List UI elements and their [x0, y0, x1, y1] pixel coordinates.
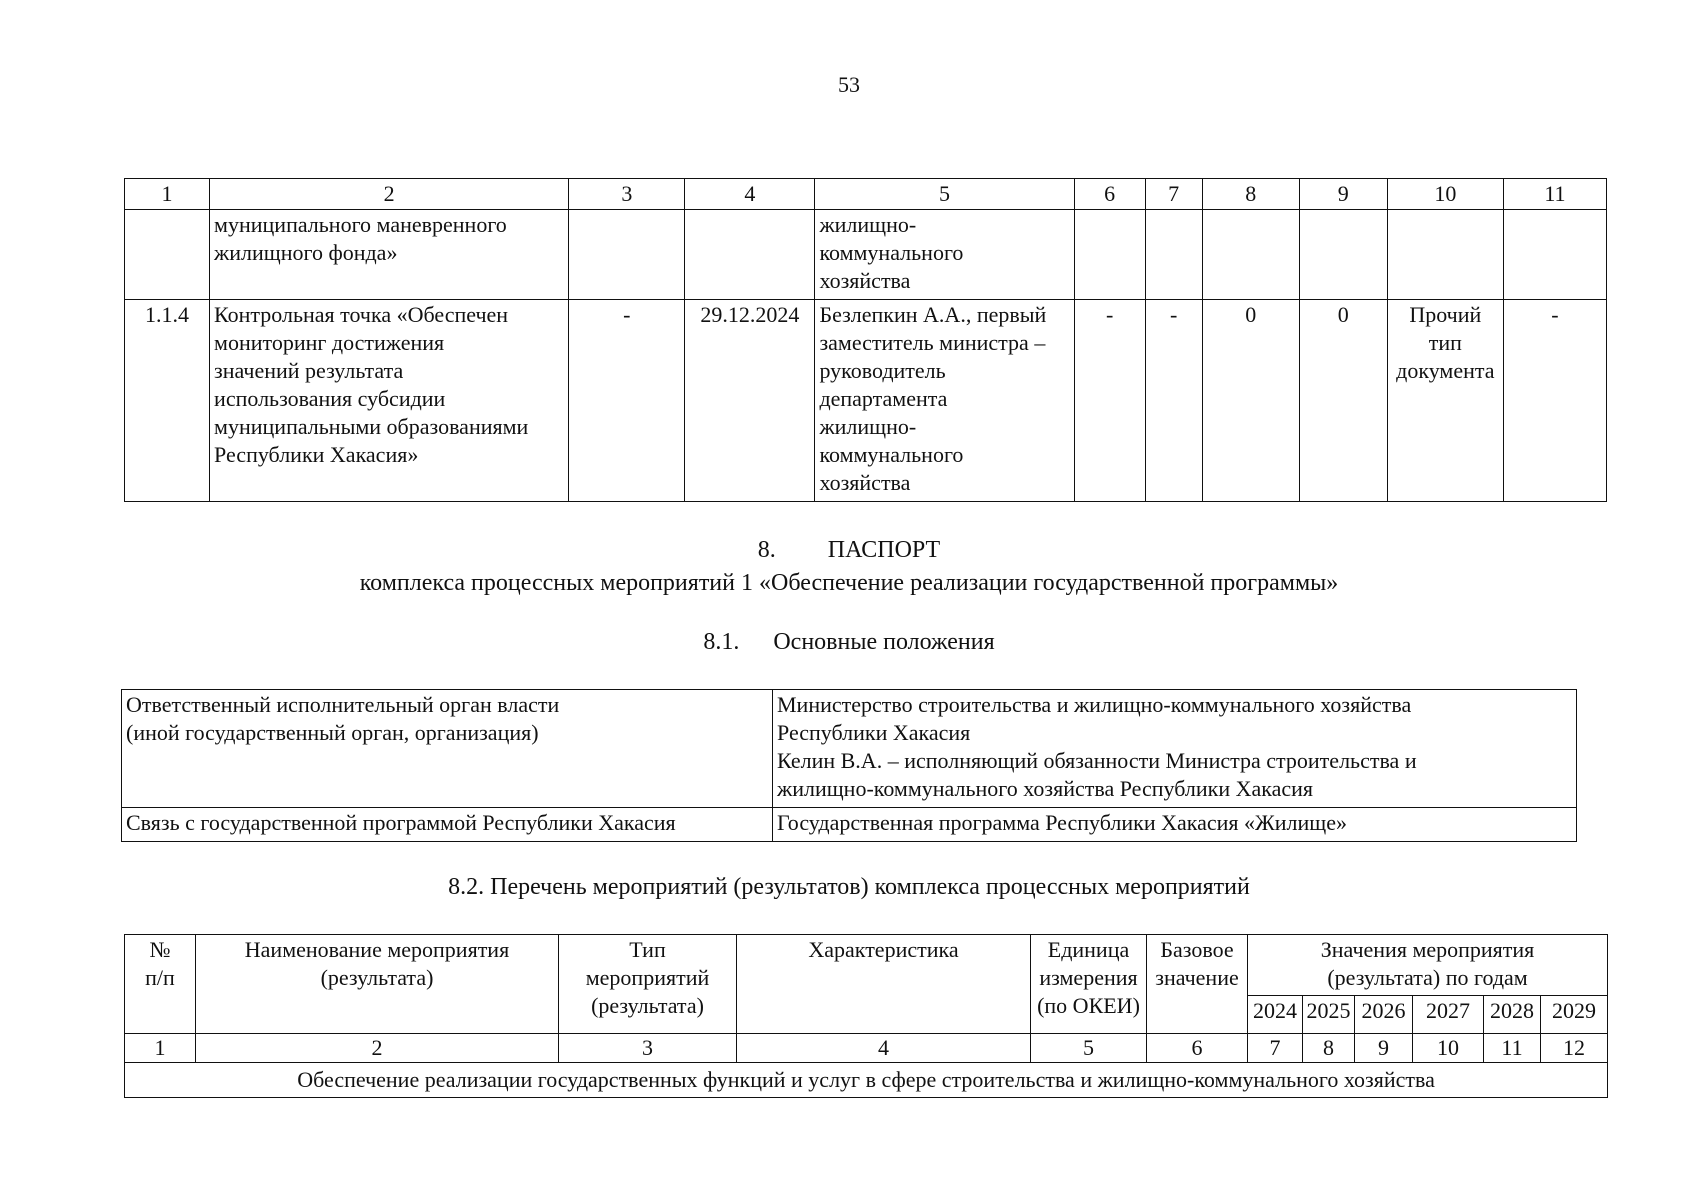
- table-cell: -: [1503, 300, 1606, 502]
- header-cell: 7: [1145, 179, 1202, 210]
- page-number: 53: [838, 72, 860, 97]
- header-cell: 6: [1147, 1034, 1248, 1063]
- group-row-title: Обеспечение реализации государственных функций и услуг в сфере строительства и жилищно-коммунального хозяйства: [125, 1063, 1608, 1098]
- header-cell: 12: [1541, 1034, 1608, 1063]
- year-cell: 2027: [1413, 996, 1484, 1034]
- column-number-row: [125, 1034, 1608, 1063]
- header-cell: 3: [559, 1034, 737, 1063]
- header-cell: Характеристика: [737, 935, 1031, 1034]
- table-cell: [685, 210, 815, 300]
- header-cell: 9: [1355, 1034, 1413, 1063]
- table-row: [125, 300, 1607, 502]
- header-cell: Наименование мероприятия (результата): [196, 935, 559, 1034]
- table-cell: Ответственный исполнительный орган власти (иной государственный орган, организация): [122, 690, 773, 808]
- subsection-number: 8.1.: [703, 629, 740, 655]
- year-cell: 2029: [1541, 996, 1608, 1034]
- header-cell: 11: [1503, 179, 1606, 210]
- table-cell: 29.12.2024: [685, 300, 815, 502]
- table-header-row: [125, 935, 1608, 996]
- header-cell: 5: [815, 179, 1074, 210]
- year-cell: 2024: [1248, 996, 1303, 1034]
- table-cell: -: [1074, 300, 1145, 502]
- header-cell: 2: [196, 1034, 559, 1063]
- header-cell: 9: [1299, 179, 1387, 210]
- header-cell: 2: [210, 179, 569, 210]
- table-cell: Безлепкин А.А., первый заместитель министра – руководитель департамента жилищно- коммунального хозяйства: [815, 300, 1074, 502]
- table-cell: -: [1145, 300, 1202, 502]
- year-cell: 2026: [1355, 996, 1413, 1034]
- table-cell: 0: [1202, 300, 1299, 502]
- table-cell: [1202, 210, 1299, 300]
- header-cell: Единица измерения (по ОКЕИ): [1031, 935, 1147, 1034]
- subsection-title: Основные положения: [773, 629, 995, 655]
- header-cell: Базовое значение: [1147, 935, 1248, 1034]
- table-row: [122, 808, 1577, 842]
- table-cell: Министерство строительства и жилищно-коммунального хозяйства Республики Хакасия Келин В.А. – исполняющий обязанности Министра строительства и жилищно-коммунального хозяйства Республики Хакасия: [773, 690, 1577, 808]
- year-cell: 2025: [1303, 996, 1355, 1034]
- main-provisions-table: [121, 689, 1577, 842]
- section-title: ПАСПОРТ: [827, 537, 941, 563]
- table-cell: Прочий тип документа: [1387, 300, 1503, 502]
- continuation-table: [124, 178, 1607, 502]
- header-cell: 1: [125, 1034, 196, 1063]
- header-cell: 10: [1413, 1034, 1484, 1063]
- header-cell: 8: [1303, 1034, 1355, 1063]
- table-cell: 1.1.4: [125, 300, 210, 502]
- header-cell: 3: [569, 179, 685, 210]
- header-cell: 5: [1031, 1034, 1147, 1063]
- table-cell: [125, 210, 210, 300]
- subsection-heading: 8.2. Перечень мероприятий (результатов) комплекса процессных мероприятий: [448, 874, 1250, 900]
- table-cell: [1145, 210, 1202, 300]
- header-cell: 4: [685, 179, 815, 210]
- header-cell: Значения мероприятия (результата) по годам: [1248, 935, 1608, 996]
- header-cell: 7: [1248, 1034, 1303, 1063]
- header-cell: 1: [125, 179, 210, 210]
- table-row: [122, 690, 1577, 808]
- table-cell: муниципального маневренного жилищного фонда»: [210, 210, 569, 300]
- header-cell: 8: [1202, 179, 1299, 210]
- year-cell: 2028: [1484, 996, 1541, 1034]
- header-cell: 4: [737, 1034, 1031, 1063]
- header-cell: 6: [1074, 179, 1145, 210]
- table-cell: [1387, 210, 1503, 300]
- table-cell: [1074, 210, 1145, 300]
- table-cell: жилищно- коммунального хозяйства: [815, 210, 1074, 300]
- events-table: [124, 934, 1608, 1098]
- table-cell: 0: [1299, 300, 1387, 502]
- group-row: [125, 1063, 1608, 1098]
- table-cell: [569, 210, 685, 300]
- table-cell: [1503, 210, 1606, 300]
- section-number: 8.: [757, 537, 776, 563]
- table-row: [125, 210, 1607, 300]
- table-header-row: [125, 179, 1607, 210]
- header-cell: № п/п: [125, 935, 196, 1034]
- section-subtitle: комплекса процессных мероприятий 1 «Обеспечение реализации государственной программы»: [359, 570, 1339, 596]
- header-cell: 10: [1387, 179, 1503, 210]
- table-cell: Контрольная точка «Обеспечен мониторинг достижения значений результата использования субсидии муниципальными образованиями Республики Хакасия»: [210, 300, 569, 502]
- header-cell: 11: [1484, 1034, 1541, 1063]
- table-cell: [1299, 210, 1387, 300]
- table-cell: -: [569, 300, 685, 502]
- section-heading: [0, 537, 1698, 564]
- table-cell: Государственная программа Республики Хакасия «Жилище»: [773, 808, 1577, 842]
- header-cell: Тип мероприятий (результата): [559, 935, 737, 1034]
- table-cell: Связь с государственной программой Республики Хакасия: [122, 808, 773, 842]
- subsection-heading: [0, 629, 1698, 656]
